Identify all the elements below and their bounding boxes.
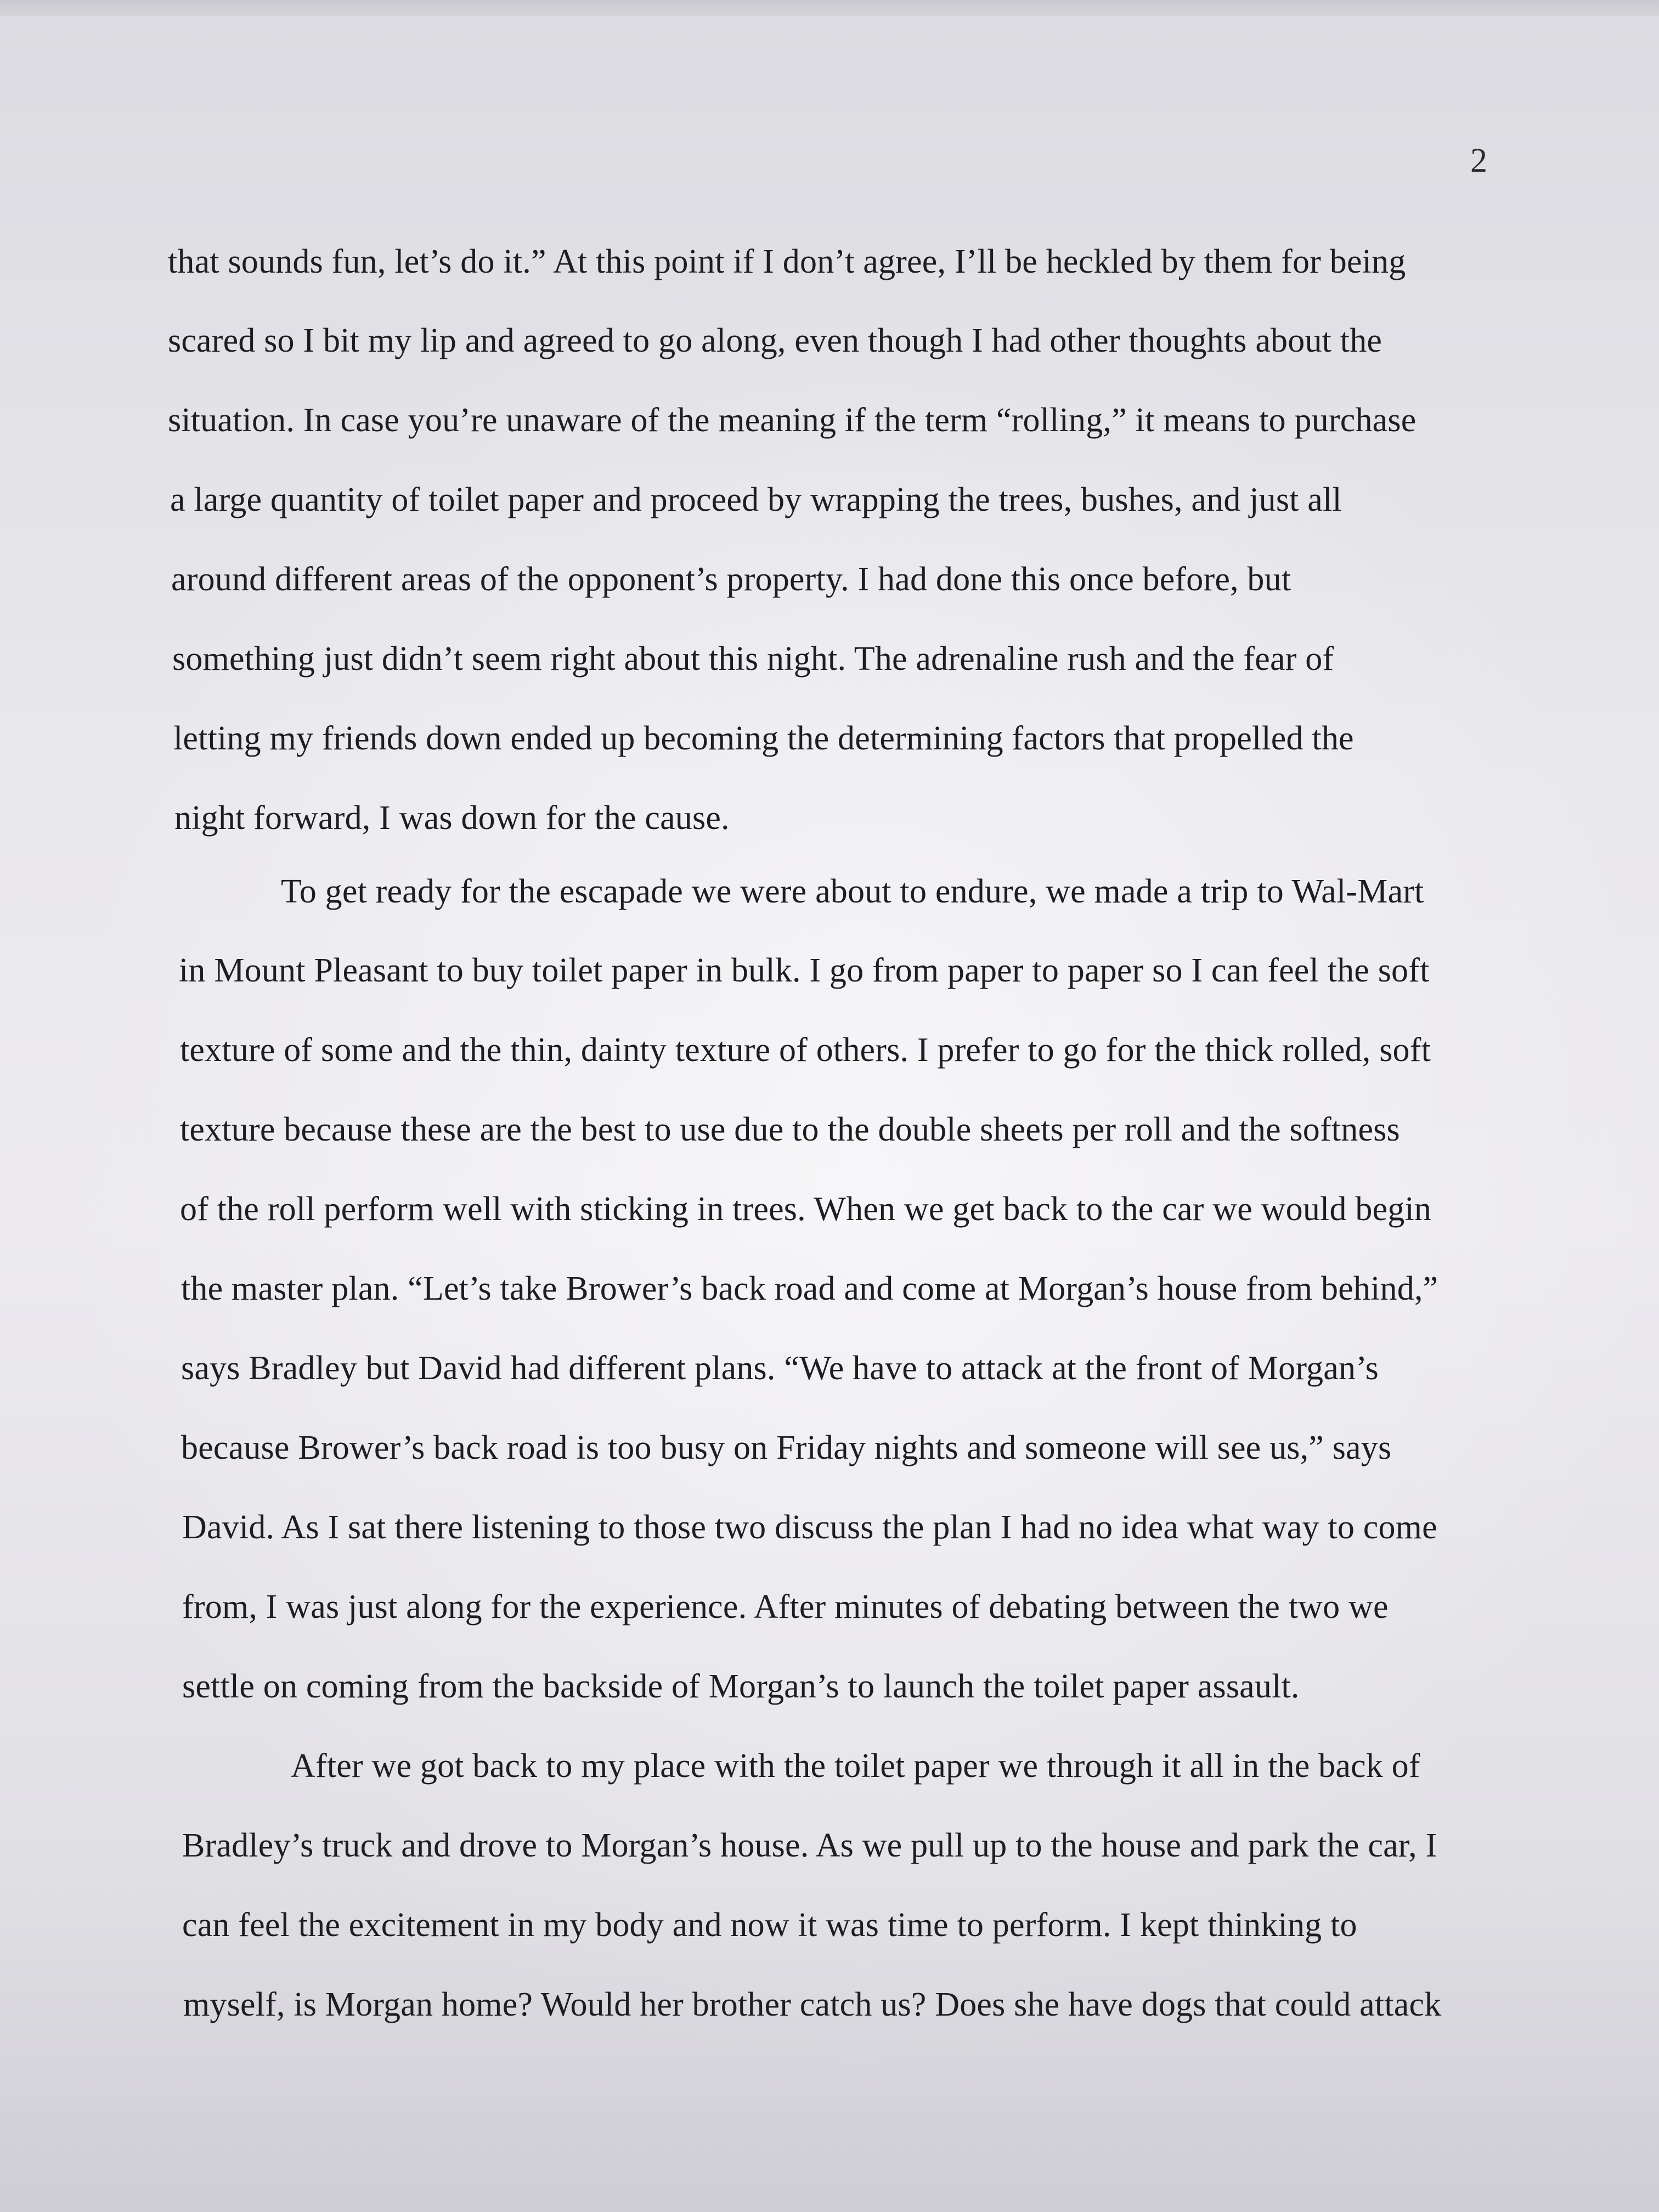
document-page	[0, 16, 1659, 2212]
text-line: To get ready for the escapade we were about to endure, we made a trip to Wal-Mart	[281, 873, 1424, 910]
text-line: a large quantity of toilet paper and proceed by wrapping the trees, bushes, and just all	[170, 481, 1342, 518]
text-line: After we got back to my place with the toilet paper we through it all in the back of	[291, 1747, 1420, 1785]
text-line: David. As I sat there listening to those two discuss the plan I had no idea what way to come	[182, 1509, 1437, 1546]
text-line: texture because these are the best to use due to the double sheets per roll and the softness	[180, 1111, 1400, 1148]
text-line: of the roll perform well with sticking in trees. When we get back to the car we would begin	[180, 1190, 1432, 1228]
text-line: the master plan. “Let’s take Brower’s back road and come at Morgan’s house from behind,”	[181, 1270, 1438, 1307]
text-line: that sounds fun, let’s do it.” At this point if I don’t agree, I’ll be heckled by them for being	[168, 243, 1406, 280]
text-line: because Brower’s back road is too busy on Friday nights and someone will see us,” says	[181, 1429, 1392, 1466]
page-number: 2	[1470, 142, 1487, 179]
text-line: can feel the excitement in my body and now it was time to perform. I kept thinking to	[182, 1906, 1357, 1944]
text-line: Bradley’s truck and drove to Morgan’s house. As we pull up to the house and park the car, I	[182, 1827, 1437, 1864]
text-line: around different areas of the opponent’s property. I had done this once before, but	[171, 561, 1291, 598]
page-top-edge	[0, 0, 1659, 16]
text-line: says Bradley but David had different plans. “We have to attack at the front of Morgan’s	[181, 1350, 1379, 1387]
text-line: something just didn’t seem right about this night. The adrenaline rush and the fear of	[172, 640, 1334, 678]
text-line: scared so I bit my lip and agreed to go along, even though I had other thoughts about the	[168, 322, 1383, 359]
text-line: from, I was just along for the experience. After minutes of debating between the two we	[182, 1588, 1389, 1626]
text-line: night forward, I was down for the cause.	[174, 799, 730, 837]
text-line: texture of some and the thin, dainty texture of others. I prefer to go for the thick rolled, soft	[180, 1031, 1431, 1069]
text-line: settle on coming from the backside of Morgan’s to launch the toilet paper assault.	[182, 1668, 1300, 1705]
text-line: in Mount Pleasant to buy toilet paper in bulk. I go from paper to paper so I can feel the soft	[179, 952, 1430, 989]
text-line: situation. In case you’re unaware of the meaning if the term “rolling,” it means to purchase	[168, 402, 1417, 439]
text-line: myself, is Morgan home? Would her brother catch us? Does she have dogs that could attack	[183, 1986, 1442, 2023]
text-line: letting my friends down ended up becoming the determining factors that propelled the	[173, 720, 1354, 757]
